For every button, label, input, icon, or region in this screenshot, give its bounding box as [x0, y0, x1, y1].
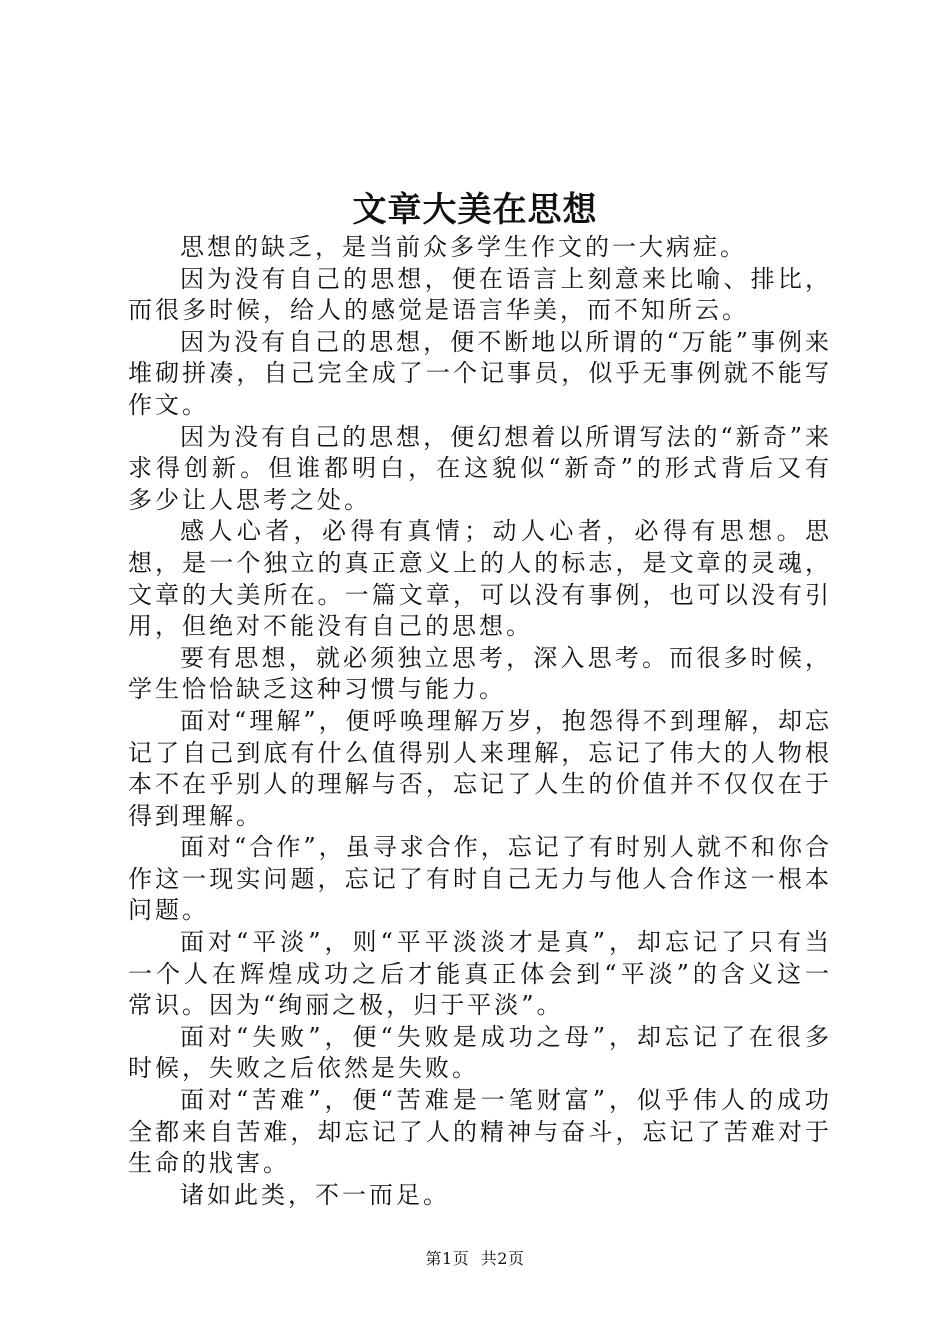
- paragraph-6: 要有思想，就必须独立思考，深入思考。而很多时候，学生恰恰缺乏这种习惯与能力。: [128, 643, 832, 704]
- paragraph-1: 思想的缺乏，是当前众多学生作文的一大病症。: [180, 233, 747, 261]
- paragraph-3: 因为没有自己的思想，便不断地以所谓的“万能”事例来堆砌拼凑，自己完全成了一个记事员，似乎无事例就不能写作文。: [128, 327, 832, 419]
- paragraph-2: 因为没有自己的思想，便在语言上刻意来比喻、排比，而很多时候，给人的感觉是语言华美，而不知所云。: [128, 264, 832, 325]
- paragraph-11: 面对“苦难”，便“苦难是一笔财富”，似乎伟人的成功全都来自苦难，却忘记了人的精神与奋斗，忘记了苦难对于生命的戕害。: [128, 1086, 832, 1178]
- page-total: 共2页: [480, 1249, 525, 1268]
- paragraph-7: 面对“理解”，便呼唤理解万岁，抱怨得不到理解，却忘记了自己到底有什么值得别人来理解，忘记了伟大的人物根本不在乎别人的理解与否，忘记了人生的价值并不仅仅在于得到理解。: [128, 706, 832, 830]
- page-footer: [0, 1246, 950, 1269]
- paragraph-5: 感人心者，必得有真情；动人心者，必得有思想。思想，是一个独立的真正意义上的人的标志，是文章的灵魂，文章的大美所在。一篇文章，可以没有事例，也可以没有引用，但绝对不能没有自己的思想。: [128, 517, 832, 641]
- document-body: [128, 232, 832, 1211]
- page-number: 第1页: [425, 1249, 470, 1268]
- paragraph-9: 面对“平淡”，则“平平淡淡才是真”，却忘记了只有当一个人在辉煌成功之后才能真正体会到“平淡”的含义这一常识。因为“绚丽之极，归于平淡”。: [128, 928, 832, 1020]
- paragraph-10: 面对“失败”，便“失败是成功之母”，却忘记了在很多时候，失败之后依然是失败。: [128, 1022, 832, 1083]
- document-title: 文章大美在思想: [352, 190, 598, 230]
- paragraph-8: 面对“合作”，虽寻求合作，忘记了有时别人就不和你合作这一现实问题，忘记了有时自己无力与他人合作这一根本问题。: [128, 833, 832, 925]
- paragraph-12: 诸如此类，不一而足。: [180, 1180, 450, 1209]
- paragraph-4: 因为没有自己的思想，便幻想着以所谓写法的“新奇”来求得创新。但谁都明白，在这貌似“新奇”的形式背后又有多少让人思考之处。: [128, 422, 832, 514]
